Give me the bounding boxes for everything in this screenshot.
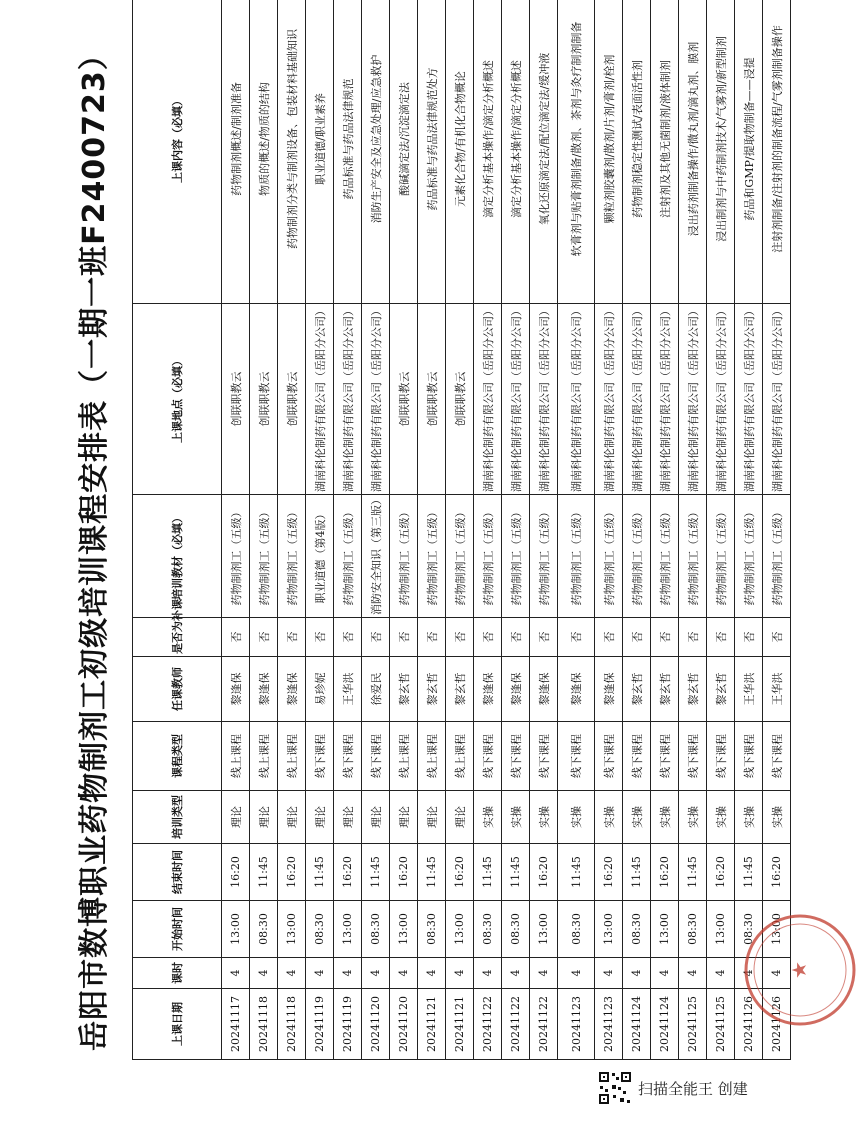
cell-hours: 4 xyxy=(222,958,250,989)
cell-content: 元素化合物/有机化合物概论 xyxy=(446,0,474,304)
cell-course-type: 线下课程 xyxy=(595,722,623,791)
cell-teacher: 黎玄哲 xyxy=(679,657,707,722)
cell-course-type: 线下课程 xyxy=(334,722,362,791)
cell-end: 11:45 xyxy=(558,844,595,901)
cell-textbook: 消防安全知识（第三版） xyxy=(362,495,390,618)
cell-teacher: 黎逢保 xyxy=(595,657,623,722)
cell-type: 理论 xyxy=(278,791,306,844)
table-row xyxy=(558,0,595,1060)
table-row xyxy=(651,0,679,1060)
cell-teacher: 王华洪 xyxy=(735,657,763,722)
cell-hours: 4 xyxy=(502,958,530,989)
cell-course-type: 线上课程 xyxy=(250,722,278,791)
cell-start: 08:30 xyxy=(250,901,278,958)
cell-teacher: 徐爱民 xyxy=(362,657,390,722)
cell-end: 16:20 xyxy=(390,844,418,901)
cell-hours: 4 xyxy=(418,958,446,989)
title-sub: （一期一班F2400723） xyxy=(77,39,112,400)
cell-content: 滴定分析基本操作/滴定分析概述 xyxy=(502,0,530,304)
table-row xyxy=(763,0,791,1060)
cell-teacher: 黎逢保 xyxy=(502,657,530,722)
cell-textbook: 药物制剂工（五级） xyxy=(222,495,250,618)
cell-type: 实操 xyxy=(595,791,623,844)
cell-textbook: 药物制剂工（五级） xyxy=(595,495,623,618)
cell-location: 湖南科伦制药有限公司（岳阳分公司） xyxy=(595,304,623,495)
cell-content: 注射剂制备/注射剂的制备流程/气雾剂制备操作 xyxy=(763,0,791,304)
cell-supplementary: 否 xyxy=(334,618,362,657)
cell-date: 20241125 xyxy=(679,989,707,1060)
cell-type: 理论 xyxy=(362,791,390,844)
cell-content: 浸出制剂与中药制剂技术/气雾剂/新型制剂 xyxy=(707,0,735,304)
cell-date: 20241126 xyxy=(735,989,763,1060)
cell-end: 11:45 xyxy=(362,844,390,901)
cell-textbook: 药物制剂工（五级） xyxy=(679,495,707,618)
cell-end: 16:20 xyxy=(222,844,250,901)
cell-start: 13:00 xyxy=(278,901,306,958)
cell-textbook: 药物制剂工（五级） xyxy=(474,495,502,618)
cell-end: 11:45 xyxy=(418,844,446,901)
cell-supplementary: 否 xyxy=(595,618,623,657)
cell-start: 08:30 xyxy=(418,901,446,958)
header-end: 结束时间 xyxy=(133,844,222,901)
cell-date: 20241120 xyxy=(390,989,418,1060)
cell-supplementary: 否 xyxy=(530,618,558,657)
cell-textbook: 药物制剂工（五级） xyxy=(278,495,306,618)
cell-content: 浸出药剂制备操作/微丸剂/滴丸剂、膜剂 xyxy=(679,0,707,304)
table-row xyxy=(623,0,651,1060)
header-supplementary: 是否为补课 xyxy=(133,618,222,657)
cell-teacher: 黎玄哲 xyxy=(390,657,418,722)
table-row xyxy=(502,0,530,1060)
cell-course-type: 线下课程 xyxy=(362,722,390,791)
header-start: 开始时间 xyxy=(133,901,222,958)
cell-start: 13:00 xyxy=(763,901,791,958)
cell-content: 软膏剂与贴膏剂制备/散剂、茶剂与灸疗制剂制备 xyxy=(558,0,595,304)
table-row xyxy=(306,0,334,1060)
cell-start: 08:30 xyxy=(735,901,763,958)
cell-type: 理论 xyxy=(306,791,334,844)
table-row xyxy=(595,0,623,1060)
cell-course-type: 线下课程 xyxy=(763,722,791,791)
cell-supplementary: 否 xyxy=(446,618,474,657)
cell-type: 实操 xyxy=(735,791,763,844)
cell-type: 实操 xyxy=(651,791,679,844)
qr-code-icon xyxy=(598,1071,632,1105)
cell-end: 16:20 xyxy=(278,844,306,901)
cell-type: 理论 xyxy=(334,791,362,844)
cell-date: 20241119 xyxy=(334,989,362,1060)
cell-type: 实操 xyxy=(679,791,707,844)
cell-teacher: 黎逢保 xyxy=(474,657,502,722)
table-row xyxy=(390,0,418,1060)
cell-content: 职业道德/职业素养 xyxy=(306,0,334,304)
cell-supplementary: 否 xyxy=(502,618,530,657)
cell-end: 16:20 xyxy=(707,844,735,901)
cell-content: 物质的概述/物质的结构 xyxy=(250,0,278,304)
cell-end: 11:45 xyxy=(502,844,530,901)
cell-date: 20241121 xyxy=(418,989,446,1060)
cell-end: 16:20 xyxy=(446,844,474,901)
header-course-type: 课程类型 xyxy=(133,722,222,791)
cell-hours: 4 xyxy=(651,958,679,989)
cell-content: 药物制剂稳定性测试/表面活性剂 xyxy=(623,0,651,304)
cell-location: 创联职教云 xyxy=(250,304,278,495)
cell-hours: 4 xyxy=(362,958,390,989)
cell-course-type: 线上课程 xyxy=(390,722,418,791)
rotated-sheet xyxy=(60,21,811,1060)
table-row xyxy=(362,0,390,1060)
cell-teacher: 黎玄哲 xyxy=(707,657,735,722)
cell-hours: 4 xyxy=(558,958,595,989)
cell-type: 理论 xyxy=(250,791,278,844)
cell-end: 16:20 xyxy=(651,844,679,901)
cell-end: 11:45 xyxy=(250,844,278,901)
header-textbook: 培训教材（必填） xyxy=(133,495,222,618)
cell-supplementary: 否 xyxy=(623,618,651,657)
cell-supplementary: 否 xyxy=(558,618,595,657)
cell-hours: 4 xyxy=(679,958,707,989)
cell-course-type: 线上课程 xyxy=(418,722,446,791)
cell-textbook: 药物制剂工（五级） xyxy=(558,495,595,618)
cell-date: 20241122 xyxy=(474,989,502,1060)
table-row xyxy=(418,0,446,1060)
cell-hours: 4 xyxy=(250,958,278,989)
cell-course-type: 线下课程 xyxy=(474,722,502,791)
cell-type: 理论 xyxy=(446,791,474,844)
cell-type: 实操 xyxy=(763,791,791,844)
cell-location: 湖南科伦制药有限公司（岳阳分公司） xyxy=(651,304,679,495)
cell-location: 湖南科伦制药有限公司（岳阳分公司） xyxy=(502,304,530,495)
cell-date: 20241123 xyxy=(558,989,595,1060)
cell-end: 16:20 xyxy=(763,844,791,901)
cell-hours: 4 xyxy=(306,958,334,989)
cell-course-type: 线下课程 xyxy=(558,722,595,791)
cell-date: 20241124 xyxy=(623,989,651,1060)
title-main: 岳阳市数博职业药物制剂工初级培训课程安排表 xyxy=(77,399,112,1051)
cell-end: 11:45 xyxy=(623,844,651,901)
cell-teacher: 黎玄哲 xyxy=(446,657,474,722)
cell-course-type: 线下课程 xyxy=(502,722,530,791)
document-title xyxy=(60,30,130,1060)
cell-hours: 4 xyxy=(446,958,474,989)
cell-supplementary: 否 xyxy=(390,618,418,657)
cell-hours: 4 xyxy=(390,958,418,989)
cell-location: 湖南科伦制药有限公司（岳阳分公司） xyxy=(530,304,558,495)
cell-end: 11:45 xyxy=(306,844,334,901)
header-hours: 课时 xyxy=(133,958,222,989)
cell-location: 创联职教云 xyxy=(446,304,474,495)
cell-date: 20241118 xyxy=(278,989,306,1060)
cell-content: 酸碱滴定法/沉淀滴定法 xyxy=(390,0,418,304)
cell-location: 湖南科伦制药有限公司（岳阳分公司） xyxy=(334,304,362,495)
cell-textbook: 药物制剂工（五级） xyxy=(707,495,735,618)
cell-textbook: 药物制剂工（五级） xyxy=(418,495,446,618)
cell-textbook: 药物制剂工（五级） xyxy=(334,495,362,618)
cell-content: 药品和GMP/提取物制备——浸提 xyxy=(735,0,763,304)
cell-course-type: 线下课程 xyxy=(735,722,763,791)
cell-course-type: 线下课程 xyxy=(530,722,558,791)
cell-hours: 4 xyxy=(474,958,502,989)
cell-supplementary: 否 xyxy=(763,618,791,657)
cell-date: 20241119 xyxy=(306,989,334,1060)
cell-type: 实操 xyxy=(558,791,595,844)
cell-textbook: 药物制剂工（五级） xyxy=(502,495,530,618)
cell-type: 实操 xyxy=(530,791,558,844)
cell-end: 11:45 xyxy=(474,844,502,901)
cell-hours: 4 xyxy=(623,958,651,989)
header-location: 上课地点（必填） xyxy=(133,304,222,495)
cell-content: 药物制剂分类与制剂设备、包装材料基础知识 xyxy=(278,0,306,304)
cell-hours: 4 xyxy=(530,958,558,989)
cell-teacher: 黎逢保 xyxy=(558,657,595,722)
cell-type: 实操 xyxy=(623,791,651,844)
cell-start: 13:00 xyxy=(530,901,558,958)
cell-content: 消防生产安全及应急处理/应急救护 xyxy=(362,0,390,304)
cell-start: 13:00 xyxy=(446,901,474,958)
cell-supplementary: 否 xyxy=(651,618,679,657)
cell-textbook: 药物制剂工（五级） xyxy=(623,495,651,618)
cell-location: 湖南科伦制药有限公司（岳阳分公司） xyxy=(306,304,334,495)
cell-type: 实操 xyxy=(474,791,502,844)
cell-course-type: 线下课程 xyxy=(651,722,679,791)
cell-end: 11:45 xyxy=(679,844,707,901)
cell-supplementary: 否 xyxy=(474,618,502,657)
cell-hours: 4 xyxy=(278,958,306,989)
cell-type: 理论 xyxy=(390,791,418,844)
cell-date: 20241123 xyxy=(595,989,623,1060)
cell-course-type: 线下课程 xyxy=(306,722,334,791)
cell-location: 创联职教云 xyxy=(278,304,306,495)
cell-start: 13:00 xyxy=(595,901,623,958)
cell-course-type: 线上课程 xyxy=(446,722,474,791)
cell-supplementary: 否 xyxy=(418,618,446,657)
cell-course-type: 线下课程 xyxy=(623,722,651,791)
cell-end: 16:20 xyxy=(595,844,623,901)
header-row xyxy=(133,0,222,1060)
cell-teacher: 黎玄哲 xyxy=(623,657,651,722)
table-row xyxy=(446,0,474,1060)
schedule-table xyxy=(132,0,791,1060)
table-row xyxy=(707,0,735,1060)
cell-location: 湖南科伦制药有限公司（岳阳分公司） xyxy=(735,304,763,495)
cell-hours: 4 xyxy=(334,958,362,989)
table-body xyxy=(222,0,791,1060)
cell-content: 氧化还原滴定法/配位滴定法/缓冲液 xyxy=(530,0,558,304)
table-row xyxy=(474,0,502,1060)
cell-supplementary: 否 xyxy=(250,618,278,657)
cell-course-type: 线上课程 xyxy=(278,722,306,791)
cell-hours: 4 xyxy=(595,958,623,989)
cell-location: 湖南科伦制药有限公司（岳阳分公司） xyxy=(362,304,390,495)
header-date: 上课日期 xyxy=(133,989,222,1060)
header-teacher: 任课教师 xyxy=(133,657,222,722)
cell-content: 滴定分析基本操作/滴定分析概述 xyxy=(474,0,502,304)
cell-start: 13:00 xyxy=(334,901,362,958)
cell-start: 08:30 xyxy=(474,901,502,958)
cell-type: 理论 xyxy=(222,791,250,844)
cell-supplementary: 否 xyxy=(222,618,250,657)
cell-start: 08:30 xyxy=(679,901,707,958)
cell-start: 08:30 xyxy=(362,901,390,958)
table-row xyxy=(278,0,306,1060)
cell-supplementary: 否 xyxy=(679,618,707,657)
cell-teacher: 黎逢保 xyxy=(222,657,250,722)
cell-teacher: 黎逢保 xyxy=(278,657,306,722)
cell-hours: 4 xyxy=(763,958,791,989)
cell-hours: 4 xyxy=(707,958,735,989)
cell-teacher: 黎逢保 xyxy=(250,657,278,722)
cell-date: 20241118 xyxy=(250,989,278,1060)
cell-location: 湖南科伦制药有限公司（岳阳分公司） xyxy=(558,304,595,495)
cell-supplementary: 否 xyxy=(278,618,306,657)
cell-end: 16:20 xyxy=(530,844,558,901)
cell-content: 药品标准与药品法律规范处方 xyxy=(418,0,446,304)
cell-content: 药品标准与药品法律规范 xyxy=(334,0,362,304)
cell-location: 湖南科伦制药有限公司（岳阳分公司） xyxy=(679,304,707,495)
svg-text:★: ★ xyxy=(787,961,811,979)
header-content: 上课内容（必填） xyxy=(133,0,222,304)
cell-location: 湖南科伦制药有限公司（岳阳分公司） xyxy=(623,304,651,495)
table-row xyxy=(530,0,558,1060)
cell-textbook: 药物制剂工（五级） xyxy=(250,495,278,618)
cell-teacher: 王华洪 xyxy=(763,657,791,722)
table-row xyxy=(334,0,362,1060)
cell-teacher: 黎逢保 xyxy=(530,657,558,722)
cell-course-type: 线下课程 xyxy=(707,722,735,791)
cell-start: 13:00 xyxy=(222,901,250,958)
cell-textbook: 药物制剂工（五级） xyxy=(763,495,791,618)
cell-teacher: 王华洪 xyxy=(334,657,362,722)
cell-supplementary: 否 xyxy=(735,618,763,657)
cell-textbook: 药物制剂工（五级） xyxy=(530,495,558,618)
cell-start: 08:30 xyxy=(623,901,651,958)
cell-date: 20241122 xyxy=(530,989,558,1060)
cell-textbook: 职业道德（第4版） xyxy=(306,495,334,618)
cell-location: 创联职教云 xyxy=(222,304,250,495)
cell-supplementary: 否 xyxy=(707,618,735,657)
cell-start: 08:30 xyxy=(502,901,530,958)
cell-textbook: 药物制剂工（五级） xyxy=(735,495,763,618)
cell-supplementary: 否 xyxy=(306,618,334,657)
cell-type: 实操 xyxy=(707,791,735,844)
cell-teacher: 黎玄哲 xyxy=(651,657,679,722)
cell-start: 08:30 xyxy=(558,901,595,958)
cell-end: 11:45 xyxy=(735,844,763,901)
cell-textbook: 药物制剂工（五级） xyxy=(446,495,474,618)
cell-start: 08:30 xyxy=(306,901,334,958)
cell-textbook: 药物制剂工（五级） xyxy=(390,495,418,618)
table-row xyxy=(222,0,250,1060)
cell-textbook: 药物制剂工（五级） xyxy=(651,495,679,618)
table-row xyxy=(679,0,707,1060)
scanner-watermark xyxy=(598,1070,748,1106)
table-row xyxy=(735,0,763,1060)
cell-start: 13:00 xyxy=(707,901,735,958)
cell-location: 湖南科伦制药有限公司（岳阳分公司） xyxy=(707,304,735,495)
cell-course-type: 线下课程 xyxy=(679,722,707,791)
cell-teacher: 黎玄哲 xyxy=(418,657,446,722)
cell-start: 13:00 xyxy=(651,901,679,958)
cell-supplementary: 否 xyxy=(362,618,390,657)
cell-location: 湖南科伦制药有限公司（岳阳分公司） xyxy=(474,304,502,495)
cell-date: 20241125 xyxy=(707,989,735,1060)
cell-date: 20241124 xyxy=(651,989,679,1060)
school-seal xyxy=(740,910,860,1030)
cell-teacher: 易珍妮 xyxy=(306,657,334,722)
cell-content: 药物制剂概述/制剂准备 xyxy=(222,0,250,304)
cell-type: 实操 xyxy=(502,791,530,844)
cell-start: 13:00 xyxy=(390,901,418,958)
cell-date: 20241126 xyxy=(763,989,791,1060)
cell-location: 创联职教云 xyxy=(418,304,446,495)
cell-date: 20241117 xyxy=(222,989,250,1060)
cell-location: 创联职教云 xyxy=(390,304,418,495)
cell-hours: 4 xyxy=(735,958,763,989)
scanner-brand-text: 扫描全能王 创建 xyxy=(638,1079,748,1098)
cell-location: 湖南科伦制药有限公司（岳阳分公司） xyxy=(763,304,791,495)
header-type: 培训类型 xyxy=(133,791,222,844)
cell-date: 20241121 xyxy=(446,989,474,1060)
table-row xyxy=(250,0,278,1060)
cell-content: 注射剂及其他无菌制剂/液体制剂 xyxy=(651,0,679,304)
cell-date: 20241122 xyxy=(502,989,530,1060)
cell-date: 20241120 xyxy=(362,989,390,1060)
cell-course-type: 线上课程 xyxy=(222,722,250,791)
cell-content: 颗粒剂胶囊剂/散剂/片剂/膏剂/栓剂 xyxy=(595,0,623,304)
cell-type: 理论 xyxy=(418,791,446,844)
cell-end: 16:20 xyxy=(334,844,362,901)
